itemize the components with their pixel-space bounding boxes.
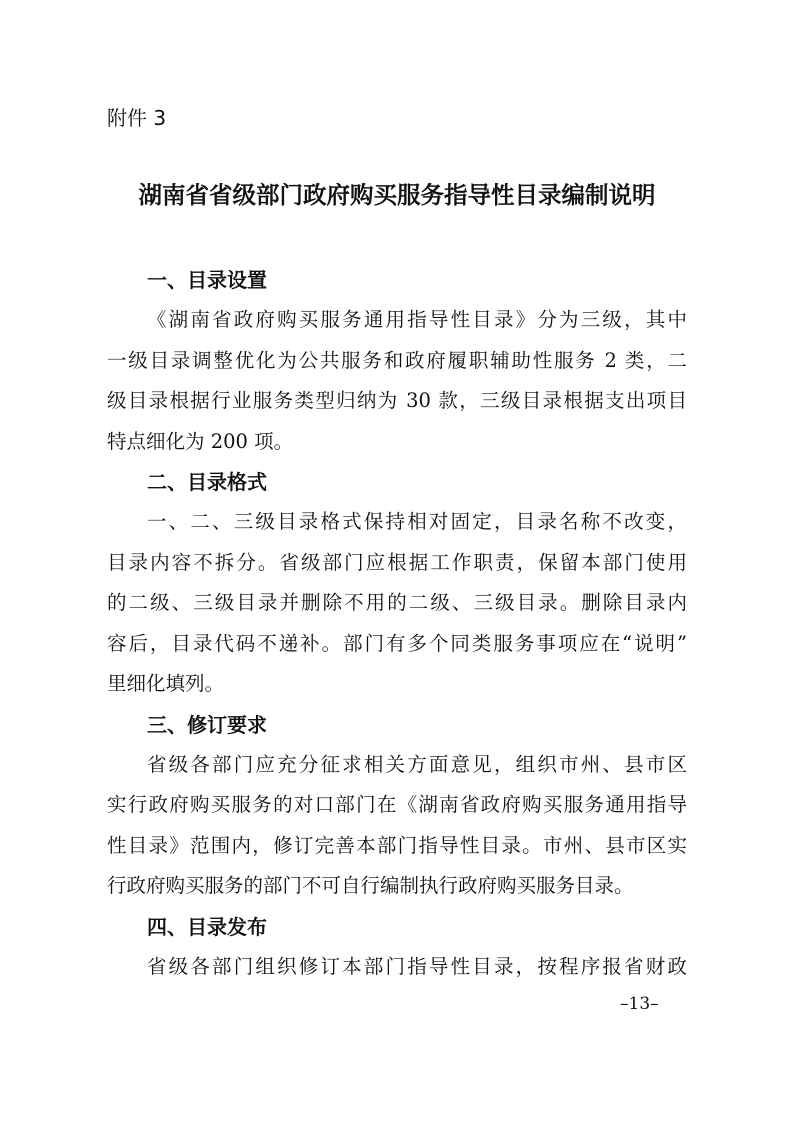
section-paragraph-2 — [107, 502, 687, 705]
document-body — [107, 260, 687, 987]
paragraph-line: 里细化填列。 — [107, 672, 225, 695]
paragraph-line: 《湖南省政府购买服务通用指导性目录》分为三级，其中 — [147, 308, 687, 331]
page-number: –13– — [620, 994, 659, 1014]
paragraph-line: 目录内容不拆分。省级部门应根据工作职责，保留本部门使用 — [107, 550, 687, 574]
paragraph-line: 特点细化为 200 项。 — [107, 429, 294, 453]
document-title: 湖南省省级部门政府购买服务指导性目录编制说明 — [138, 181, 656, 209]
paragraph-line: 级目录根据行业服务类型归纳为 30 款，三级目录根据支出项目 — [107, 389, 687, 412]
paragraph-line: 实行政府购买服务的对口部门在《湖南省政府购买服务通用指导 — [107, 793, 687, 816]
paragraph-line: 省级各部门应充分征求相关方面意见，组织市州、县市区 — [147, 752, 687, 776]
section-heading-3: 三、修订要求 — [147, 712, 267, 737]
paragraph-line: 性目录》范围内，修订完善本部门指导性目录。市州、县市区实 — [107, 833, 687, 857]
section-paragraph-3 — [107, 745, 687, 907]
section-paragraph-1 — [107, 300, 687, 462]
paragraph-line: 的二级、三级目录并删除不用的二级、三级目录。删除目录内 — [107, 591, 687, 614]
section-heading-1: 一、目录设置 — [147, 268, 267, 292]
paragraph-line: 一级目录调整优化为公共服务和政府履职辅助性服务 2 类，二 — [107, 348, 687, 372]
attachment-label: 附件 3 — [107, 106, 167, 130]
paragraph-line: 容后，目录代码不递补。部门有多个同类服务事项应在“说明” — [107, 631, 687, 655]
paragraph-line: 一、二、三级目录格式保持相对固定，目录名称不改变， — [147, 510, 687, 533]
section-paragraph-4 — [107, 947, 687, 988]
paragraph-line: 行政府购买服务的部门不可自行编制执行政府购买服务目录。 — [107, 874, 634, 897]
section-heading-2: 二、目录格式 — [147, 470, 267, 494]
section-heading-4: 四、目录发布 — [147, 914, 267, 939]
paragraph-line: 省级各部门组织修订本部门指导性目录，按程序报省财政 — [147, 954, 687, 978]
